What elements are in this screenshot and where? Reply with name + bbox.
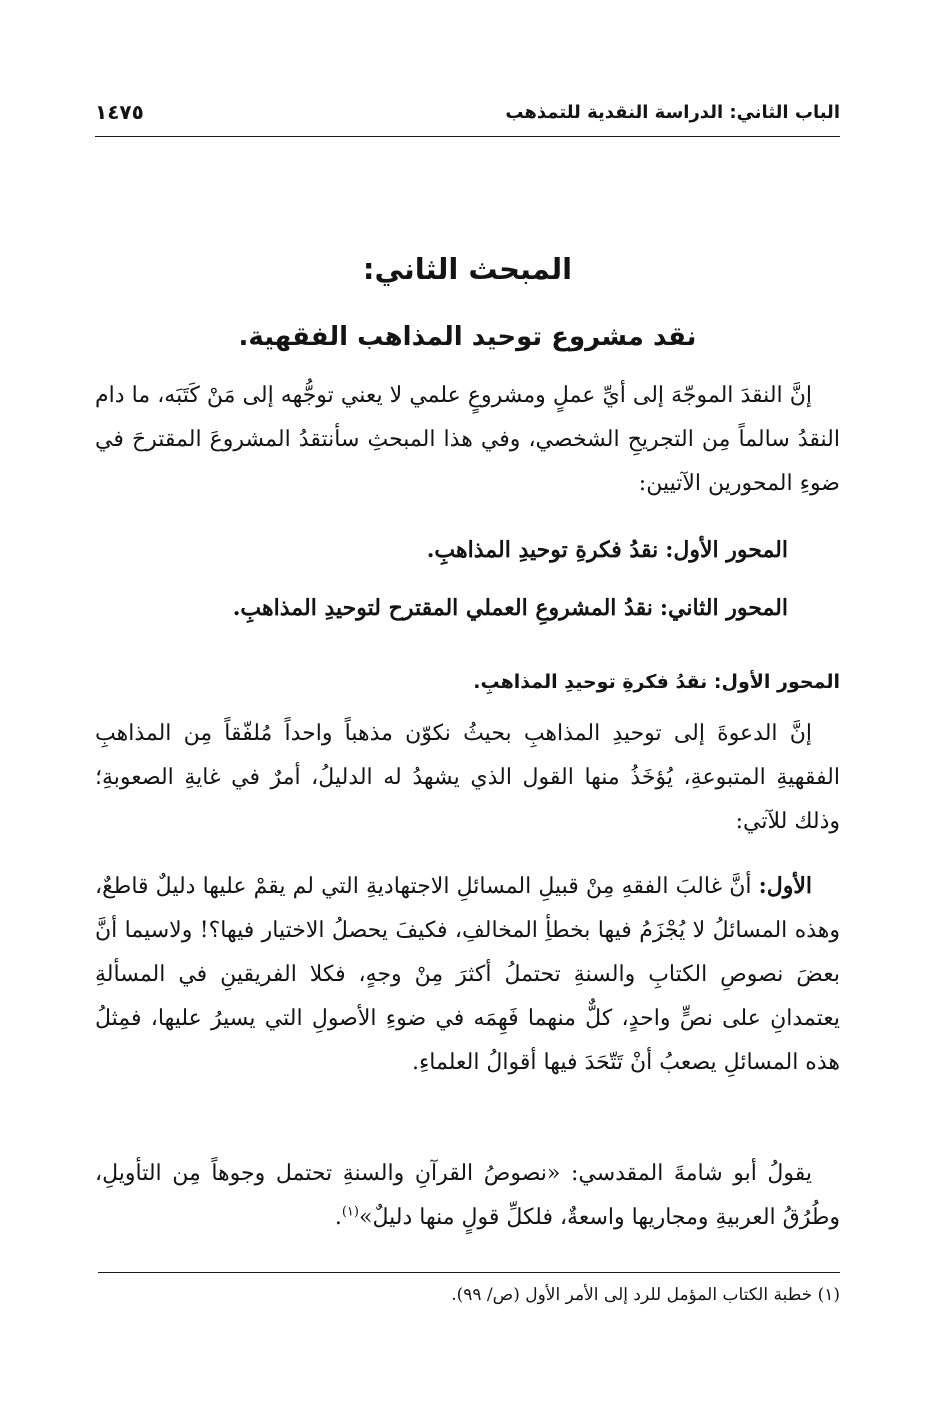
axis-item-2-label: المحور الثاني: bbox=[659, 595, 788, 621]
section-title: المبحث الثاني: bbox=[362, 252, 573, 286]
axis-item-1 bbox=[95, 528, 840, 573]
axis-item-1-label: المحور الأول: bbox=[665, 537, 788, 563]
footnote: (١) خطبة الكتاب المؤمل للرد إلى الأمر الأول (ص/ ٩٩). bbox=[451, 1285, 840, 1305]
footnote-divider bbox=[98, 1272, 840, 1273]
axis-item-1-text: نقدُ فكرةِ توحيدِ المذاهبِ. bbox=[426, 537, 659, 563]
quote-end-mark: . bbox=[334, 1205, 342, 1230]
first-point-paragraph bbox=[95, 864, 840, 1085]
axis-item-2 bbox=[95, 586, 840, 631]
first-axis-heading-text: نقدُ فكرةِ توحيدِ المذاهبِ. bbox=[473, 671, 708, 693]
first-axis-heading-label: المحور الأول: bbox=[713, 671, 840, 693]
first-axis-heading bbox=[95, 666, 840, 698]
book-page bbox=[95, 0, 840, 1403]
page-number: ١٤٧٥ bbox=[95, 100, 144, 124]
axis-item-2-text: نقدُ المشروعِ العملي المقترح لتوحيدِ المذاهبِ. bbox=[232, 595, 653, 621]
first-axis-paragraph: إنَّ الدعوةَ إلى توحيدِ المذاهبِ بحيثُ نكوّن مذهباً واحداً مُلفّقاً مِن المذاهبِ الفقهيةِ المتبوعةِ، يُؤخَذُ منها القول الذي يشهدُ له الدليلُ، أمرٌ في غايةِ الصعوبةِ؛ وذلك للآتي: bbox=[95, 721, 840, 834]
first-point-label: الأول: bbox=[758, 873, 812, 899]
first-point-text: أنَّ غالبَ الفقهِ مِنْ قبيلِ المسائلِ الاجتهاديةِ التي لم يقمْ عليها دليلٌ قاطعٌ، وهذه المسائلُ لا يُجْزَمُ فيها بخطأِ المخالفِ، فكيفَ يحصلُ الاختيار فيها؟! ولاسيما أنَّ بعضَ نصوصِ الكتابِ والسنةِ تحتملُ أكثرَ مِنْ وجهٍ، فكلا الفريقينِ في المسألةِ يعتمدانِ على نصٍّ واحدٍ، كلٌّ منهما فَهِمَه في ضوءِ الأصولِ التي يسيرُ عليها، فمِثلُ هذه المسائلِ يصعبُ أنْ تَتّحَدَ فيها أقوالُ العلماءِ. bbox=[95, 874, 840, 1075]
quote-text: يقولُ أبو شامةَ المقدسي: «نصوصُ القرآنِ والسنةِ تحتمل وجوهاً مِن التأويلِ، وطُرُقُ العربيةِ ومجاريها واسعةٌ، فلكلِّ قولٍ منها دليلٌ» bbox=[95, 1161, 840, 1230]
section-subtitle: نقد مشروع توحيد المذاهب الفقهية. bbox=[238, 322, 697, 352]
running-title: الباب الثاني: الدراسة النقدية للتمذهب bbox=[505, 102, 840, 123]
footnote-reference: (١) bbox=[341, 1204, 359, 1220]
quote-paragraph bbox=[95, 1152, 840, 1240]
intro-paragraph: إنَّ النقدَ الموجّهَ إلى أيِّ عملٍ ومشروعٍ علمي لا يعني توجُّهه إلى مَنْ كَتَبَه، ما دام النقدُ سالماً مِن التجريحِ الشخصي، وفي هذا المبحثِ سأنتقدُ المشروعَ المقترحَ في ضوءِ المحورين الآتيين: bbox=[95, 383, 840, 496]
running-header bbox=[95, 100, 840, 137]
